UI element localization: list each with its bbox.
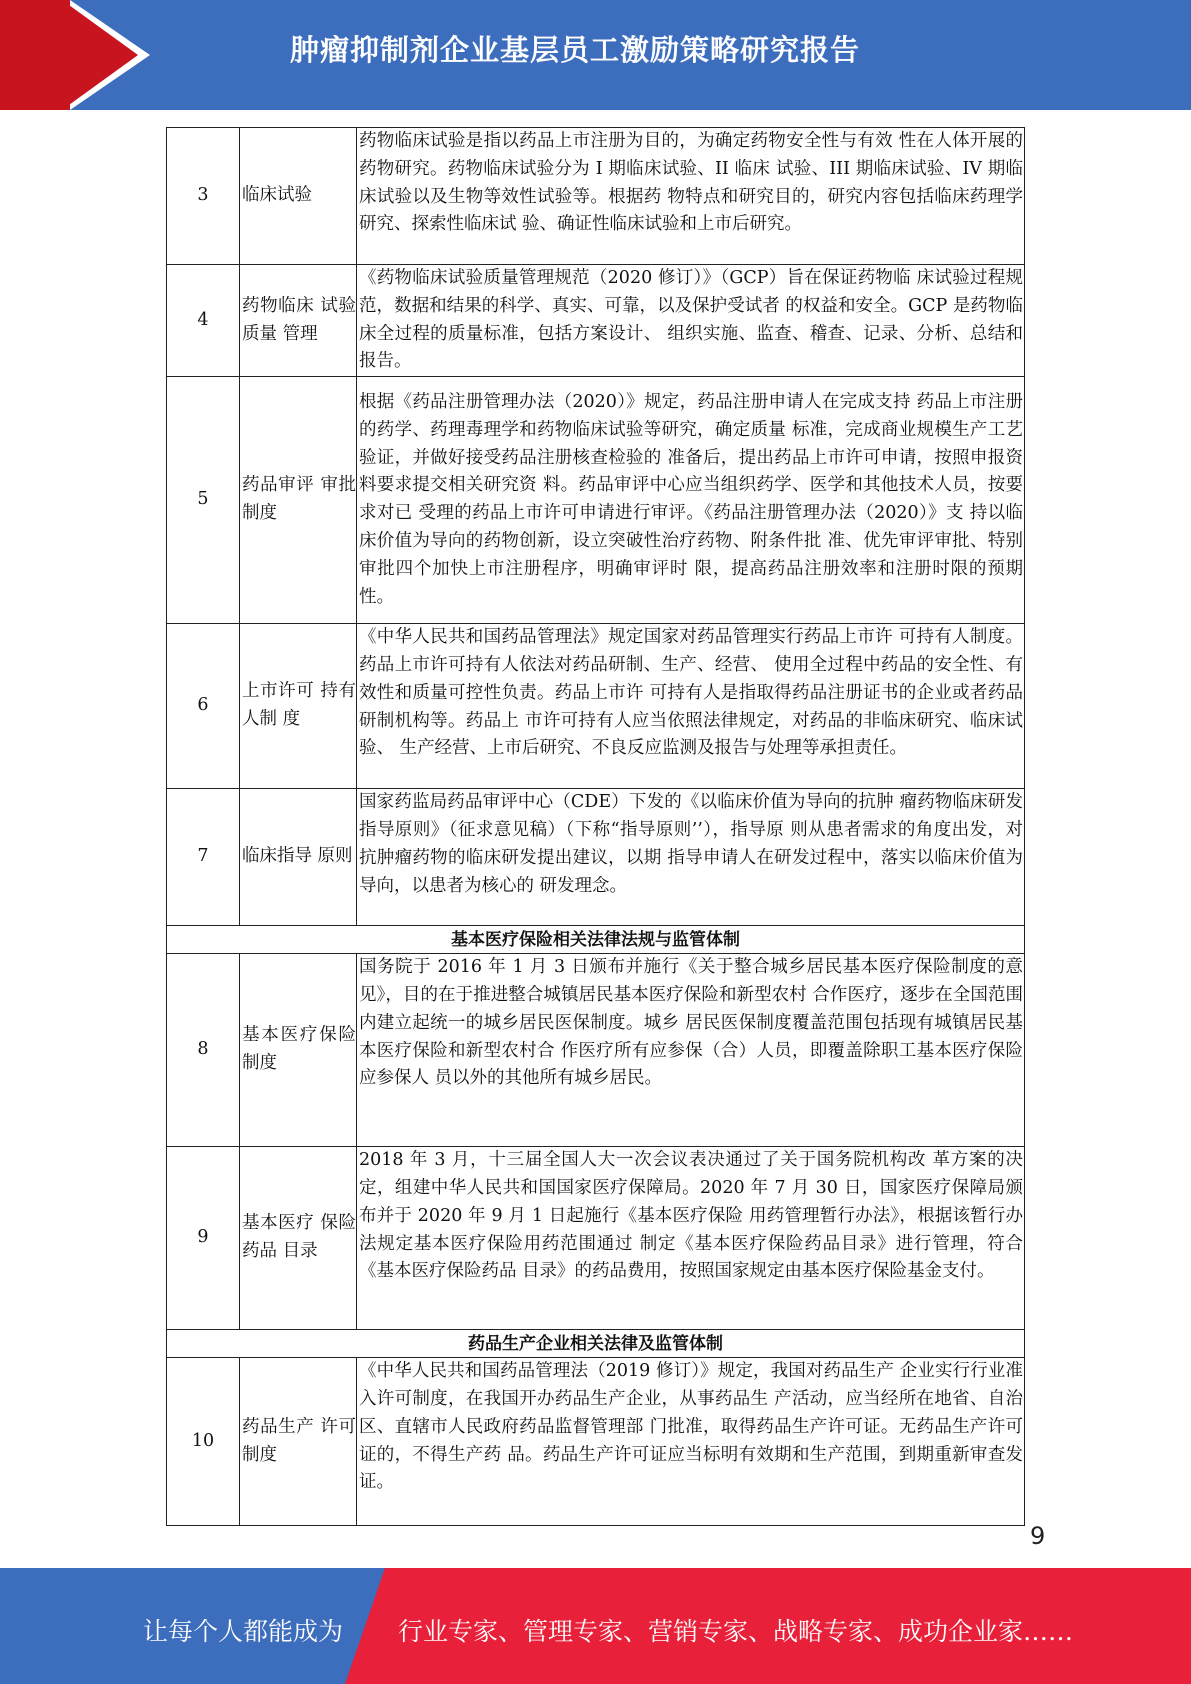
page-number: 9: [1030, 1522, 1046, 1550]
row-term: 临床试验: [240, 128, 357, 265]
footer-slogan-left: 让每个人都能成为: [143, 1617, 344, 1646]
table-row: [167, 624, 1025, 789]
row-number: 8: [167, 954, 240, 1147]
row-number: 4: [167, 265, 240, 377]
table-row: [167, 789, 1025, 926]
table-row: [167, 1358, 1025, 1526]
row-term: 基本医疗 保险药品 目录: [240, 1147, 357, 1330]
row-term: 上市许可 持有人制 度: [240, 624, 357, 789]
footer-slant: [345, 1568, 385, 1684]
section-heading: 基本医疗保险相关法律法规与监管体制: [167, 926, 1025, 954]
row-description: 《中华人民共和国药品管理法（2019 修订）》规定，我国对药品生产 企业实行行业准入许可制度，在我国开办药品生产企业，从事药品生 产活动，应当经所在地省、自治区、直辖市人民政府药品监督管理部 门批准，取得药品生产许可证。无药品生产许可证的，不得生产药 品。药品生产许可证应当标明有效期和生产范围，到期重新审查发 证。: [357, 1358, 1025, 1526]
row-term: 药品审评 审批制度: [240, 377, 357, 624]
page-footer: [0, 1568, 1191, 1684]
row-term: 药物临床 试验质量 管理: [240, 265, 357, 377]
report-title: 肿瘤抑制剂企业基层员工激励策略研究报告: [290, 33, 861, 67]
row-description: 《药物临床试验质量管理规范（2020 修订）》（GCP）旨在保证药物临 床试验过程规范，数据和结果的科学、真实、可靠，以及保护受试者 的权益和安全。GCP 是药物临床全过程的质量标准，包括方案设计、 组织实施、监查、稽查、记录、分析、总结和报告。: [357, 265, 1025, 377]
row-description: 《中华人民共和国药品管理法》规定国家对药品管理实行药品上市许 可持有人制度。药品上市许可持有人依法对药品研制、生产、经营、 使用全过程中药品的安全性、有效性和质量可控性负责。药品上市许 可持有人是指取得药品注册证书的企业或者药品研制机构等。药品上 市许可持有人应当依照法律规定，对药品的非临床研究、临床试验、 生产经营、上市后研究、不良反应监测及报告与处理等承担责任。: [357, 624, 1025, 789]
footer-slogan-right: 行业专家、管理专家、营销专家、战略专家、成功企业家……: [398, 1617, 1074, 1646]
row-number: 7: [167, 789, 240, 926]
row-term: 药品生产 许可制度: [240, 1358, 357, 1526]
section-heading-row: [167, 1330, 1025, 1358]
row-description: 2018 年 3 月，十三届全国人大一次会议表决通过了关于国务院机构改 革方案的决定，组建中华人民共和国国家医疗保障局。2020 年 7 月 30 日，国家医疗保障局颁布并于 2020 年 9 月 1 日起施行《基本医疗保险 用药管理暂行办法》，根据该暂行办法规定基本医疗保险用药范围通过 制定《基本医疗保险药品目录》进行管理，符合《基本医疗保险药品 目录》的药品费用，按照国家规定由基本医疗保险基金支付。: [357, 1147, 1025, 1330]
table-row: [167, 1147, 1025, 1330]
row-number: 6: [167, 624, 240, 789]
header-red-block: [0, 0, 70, 110]
table-row: [167, 954, 1025, 1147]
row-number: 10: [167, 1358, 240, 1526]
header-chevron-red: [62, 0, 138, 110]
section-heading-row: [167, 926, 1025, 954]
table-row: [167, 128, 1025, 265]
table-row: [167, 265, 1025, 377]
row-description: 国务院于 2016 年 1 月 3 日颁布并施行《关于整合城乡居民基本医疗保险制度的意见》，目的在于推进整合城镇居民基本医疗保险和新型农村 合作医疗，逐步在全国范围内建立起统一的城乡居民医保制度。城乡 居民医保制度覆盖范围包括现有城镇居民基本医疗保险和新型农村合 作医疗所有应参保（合）人员，即覆盖除职工基本医疗保险应参保人 员以外的其他所有城乡居民。: [357, 954, 1025, 1147]
row-description: 药物临床试验是指以药品上市注册为目的，为确定药物安全性与有效 性在人体开展的药物研究。药物临床试验分为 I 期临床试验、II 临床 试验、III 期临床试验、IV 期临床试验以及生物等效性试验等。根据药 物特点和研究目的，研究内容包括临床药理学研究、探索性临床试 验、确证性临床试验和上市后研究。: [357, 128, 1025, 265]
row-term: 基本医疗保险制度: [240, 954, 357, 1147]
row-description: 国家药监局药品审评中心（CDE）下发的《以临床价值为导向的抗肿 瘤药物临床研发指导原则》（征求意见稿）（下称“指导原则’’），指导原 则从患者需求的角度出发，对抗肿瘤药物的临床研发提出建议，以期 指导申请人在研发过程中，落实以临床价值为导向，以患者为核心的 研发理念。: [357, 789, 1025, 926]
regulation-table: [166, 127, 1025, 1526]
row-description: 根据《药品注册管理办法（2020）》规定，药品注册申请人在完成支持 药品上市注册的药学、药理毒理学和药物临床试验等研究，确定质量 标准，完成商业规模生产工艺验证，并做好接受药品注册核查检验的 准备后，提出药品上市许可申请，按照申报资料要求提交相关研究资 料。药品审评中心应当组织药学、医学和其他技术人员，按要求对已 受理的药品上市许可申请进行审评。《药品注册管理办法（2020）》支 持以临床价值为导向的药物创新，设立突破性治疗药物、附条件批 准、优先审评审批、特别审批四个加快上市注册程序，明确审评时 限，提高药品注册效率和注册时限的预期性。: [357, 377, 1025, 624]
section-heading: 药品生产企业相关法律及监管体制: [167, 1330, 1025, 1358]
page-header: [0, 0, 1191, 110]
table-row: [167, 377, 1025, 624]
row-term: 临床指导 原则: [240, 789, 357, 926]
row-number: 3: [167, 128, 240, 265]
row-number: 9: [167, 1147, 240, 1330]
row-number: 5: [167, 377, 240, 624]
